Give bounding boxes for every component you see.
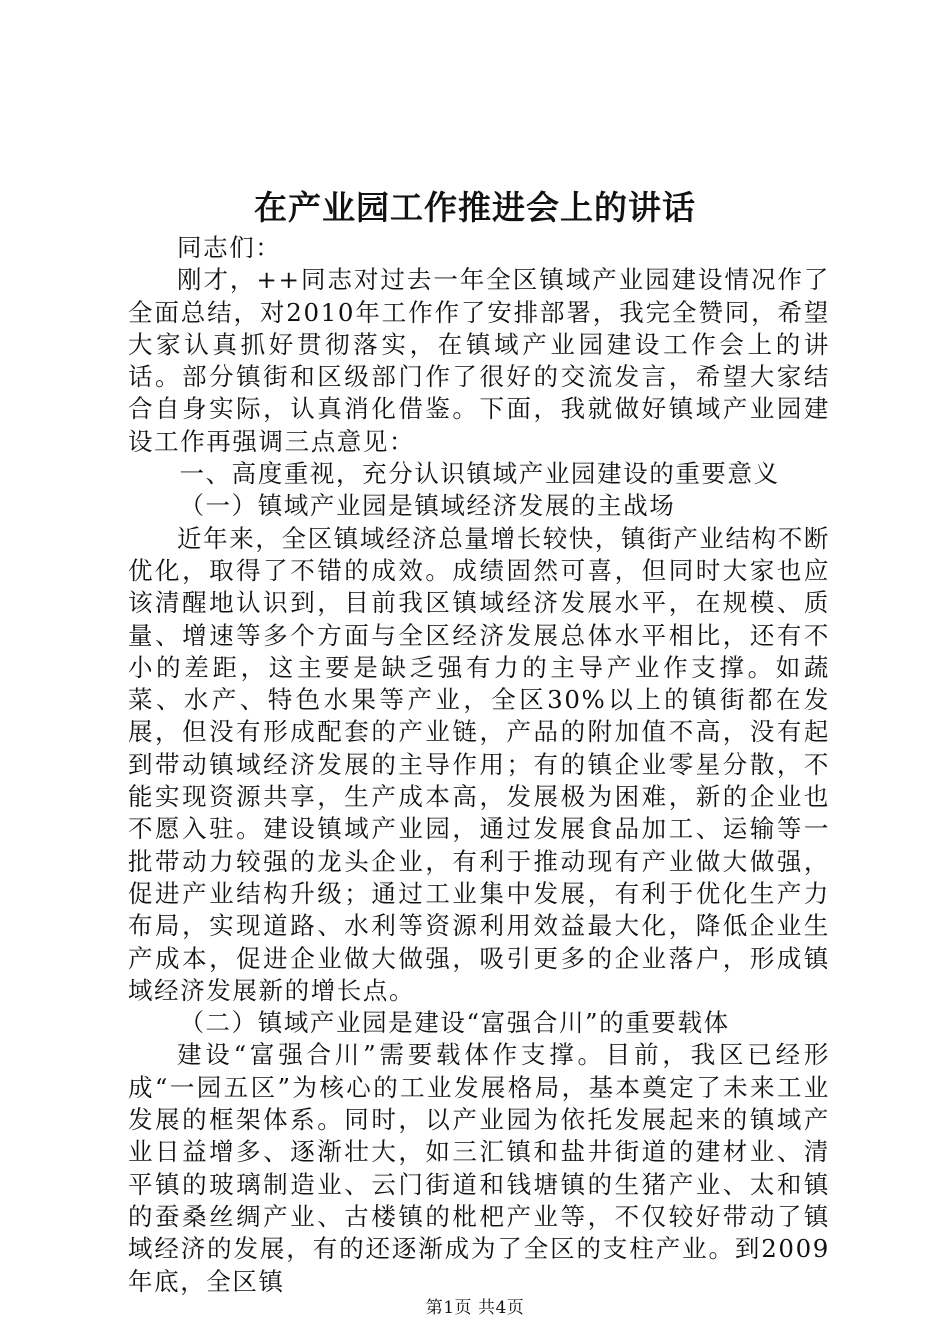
document-body [128, 232, 830, 1298]
salutation: 同志们： [177, 233, 282, 262]
document-title: 在产业园工作推进会上的讲话 [254, 188, 696, 227]
body-paragraph: 刚才，++同志对过去一年全区镇域产业园建设情况作了全面总结，对2010年工作作了安排部署，我完全赞同，希望大家认真抓好贯彻落实，在镇域产业园建设工作会上的讲话。部分镇街和区级部门作了很好的交流发言，希望大家结合自身实际，认真消化借鉴。下面，我就做好镇域产业园建设工作再强调三点意见： [128, 265, 830, 456]
body-paragraph: 近年来，全区镇域经济总量增长较快，镇街产业结构不断优化，取得了不错的成效。成绩固然可喜，但同时大家也应该清醒地认识到，目前我区镇域经济发展水平，在规模、质量、增速等多个方面与全区经济发展总体水平相比，还有不小的差距，这主要是缺乏强有力的主导产业作支撑。如蔬菜、水产、特色水果等产业，全区30%以上的镇街都在发展，但没有形成配套的产业链，产品的附加值不高，没有起到带动镇域经济发展的主导作用；有的镇企业零星分散，不能实现资源共享，生产成本高，发展极为困难，新的企业也不愿入驻。建设镇域产业园，通过发展食品加工、运输等一批带动力较强的龙头企业，有利于推动现有产业做大做强，促进产业结构升级；通过工业集中发展，有利于优化生产力布局，实现道路、水利等资源利用效益最大化，降低企业生产成本，促进企业做大做强，吸引更多的企业落户，形成镇域经济发展新的增长点。 [128, 523, 830, 1005]
page-footer: 第1页 共4页 [425, 1298, 525, 1318]
body-paragraph: 建设“富强合川”需要载体作支撑。目前，我区已经形成“一园五区”为核心的工业发展格局，基本奠定了未来工业发展的框架体系。同时，以产业园为依托发展起来的镇域产业日益增多、逐渐壮大，如三汇镇和盐井街道的建材业、清平镇的玻璃制造业、云门街道和钱塘镇的生猪产业、太和镇的蚕桑丝绸产业、古楼镇的枇杷产业等，不仅较好带动了镇域经济的发展，有的还逐渐成为了全区的支柱产业。到2009年底，全区镇 [128, 1040, 830, 1296]
subsection-heading: （二）镇域产业园是建设“富强合川”的重要载体 [179, 1008, 730, 1038]
subsection-heading: （一）镇域产业园是镇域经济发展的主战场 [179, 491, 676, 521]
section-heading: 一、高度重视，充分认识镇域产业园建设的重要意义 [179, 459, 780, 489]
